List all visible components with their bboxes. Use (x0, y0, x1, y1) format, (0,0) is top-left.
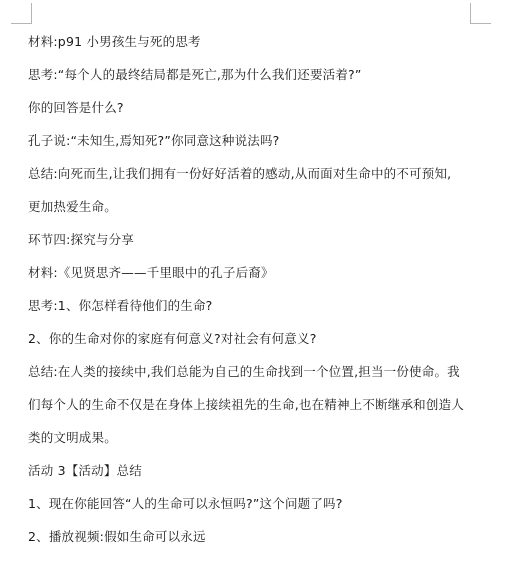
top-right-margin-mark (470, 3, 491, 24)
summary-line-2: 更加热爱生命。 (28, 199, 117, 214)
activity-item-1: 1、现在你能回答“人的生命可以永恒吗?”这个问题了吗? (28, 496, 343, 511)
activity-item-2: 2、播放视频:假如生命可以永远 (28, 529, 206, 544)
summary-2-line-2: 们每个人的生命不仅是在身体上接续祖先的生命,也在精神上不断继承和创造人 (28, 397, 464, 412)
thinking-question: 思考:“每个人的最终结局都是死亡,那为什么我们还要活着?” (28, 67, 362, 82)
section-heading: 环节四:探究与分享 (28, 232, 135, 247)
activity-heading: 活动 3【活动】总结 (28, 463, 142, 478)
material-line: 材料:p91 小男孩生与死的思考 (28, 34, 201, 49)
your-answer-line: 你的回答是什么? (28, 100, 124, 115)
summary-2-line-1: 总结:在人类的接续中,我们总能为自己的生命找到一个位置,担当一份使命。我 (28, 364, 460, 379)
confucius-quote: 孔子说:“未知生,焉知死?”你同意这种说法吗? (28, 133, 280, 148)
top-left-margin-mark (11, 3, 32, 24)
summary-2-line-3: 类的文明成果。 (28, 430, 117, 445)
summary-line-1: 总结:向死而生,让我们拥有一份好好活着的感动,从而面对生命中的不可预知, (28, 166, 452, 181)
thinking-question-2: 2、你的生命对你的家庭有何意义?对社会有何意义? (28, 331, 317, 346)
material-line-2: 材料:《见贤思齐——千里眼中的孔子后裔》 (28, 265, 274, 280)
thinking-question-1: 思考:1、你怎样看待他们的生命? (28, 298, 213, 313)
